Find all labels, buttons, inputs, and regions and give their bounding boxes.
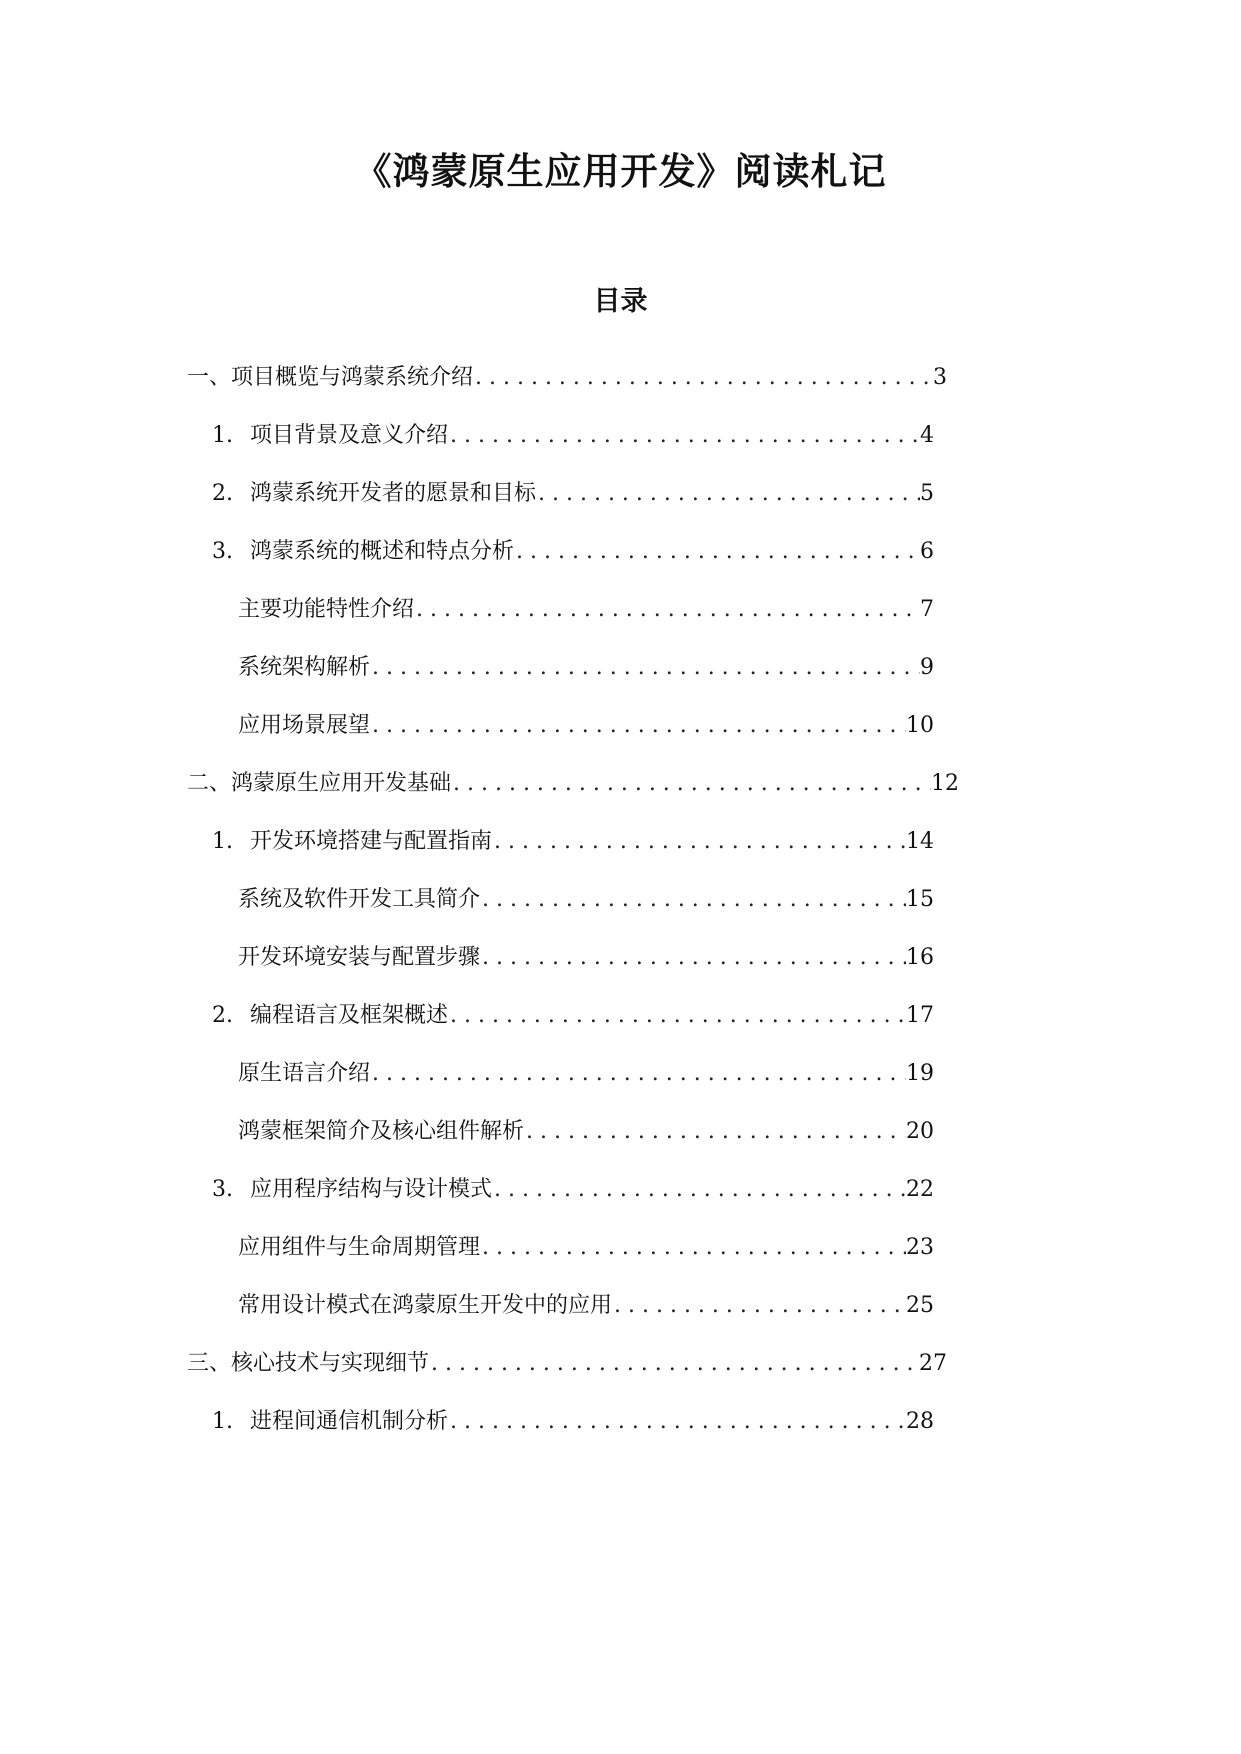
dot-leader: [612, 1288, 906, 1324]
dot-leader: [492, 1172, 906, 1208]
dot-leader: [536, 476, 920, 512]
toc-entry-page: 3: [933, 365, 947, 390]
toc-entry-label: 鸿蒙框架简介及核心组件解析: [238, 1119, 525, 1144]
toc-entry-label: 应用场景展望: [238, 713, 371, 738]
toc-entry-subsection[interactable]: [238, 1288, 934, 1324]
toc-entry-label: 应用组件与生命周期管理: [238, 1235, 481, 1260]
toc-entry-subsection[interactable]: [238, 1114, 934, 1150]
document-title: 《鸿蒙原生应用开发》阅读札记: [354, 150, 887, 193]
toc-entry-page: 28: [906, 1409, 934, 1434]
dot-leader: [480, 882, 906, 918]
dot-leader: [492, 824, 906, 860]
toc-entry-page: 4: [920, 423, 934, 448]
toc-entry-page: 17: [906, 1003, 934, 1028]
dot-leader: [370, 1056, 906, 1092]
toc-entry-number: 1.: [212, 829, 233, 854]
toc-entry-label: 开发环境安装与配置步骤: [238, 945, 481, 970]
toc-entry-subsection[interactable]: [238, 1056, 934, 1092]
toc-entry-subsection[interactable]: [238, 592, 934, 628]
toc-entry-number: 1.: [212, 423, 233, 448]
toc-entry-page: 14: [906, 829, 934, 854]
toc-entry-subsection[interactable]: [238, 882, 934, 918]
toc-entry-chapter-3[interactable]: [187, 1346, 947, 1382]
toc-entry-label: 编程语言及框架概述: [250, 1003, 449, 1028]
toc-entry-page: 9: [920, 655, 934, 680]
toc-entry-page: 12: [931, 771, 959, 796]
toc-entry-section[interactable]: [212, 1172, 934, 1208]
toc-entry-subsection[interactable]: [238, 708, 934, 744]
toc-entry-label: 系统架构解析: [238, 655, 371, 680]
toc-entry-section[interactable]: [212, 1404, 934, 1440]
dot-leader: [370, 650, 920, 686]
toc-entry-label: 主要功能特性介绍: [238, 597, 415, 622]
toc-entry-number: 3.: [212, 539, 233, 564]
toc-entry-page: 7: [920, 597, 934, 622]
toc-entry-section[interactable]: [212, 418, 934, 454]
toc-entry-label: 三、核心技术与实现细节: [187, 1351, 430, 1376]
dot-leader: [480, 1230, 906, 1266]
toc-entry-number: 3.: [212, 1177, 233, 1202]
toc-entry-chapter-2[interactable]: [187, 766, 959, 802]
toc-entry-label: 常用设计模式在鸿蒙原生开发中的应用: [238, 1293, 613, 1318]
toc-entry-label: 开发环境搭建与配置指南: [250, 829, 493, 854]
toc-entry-label: 进程间通信机制分析: [250, 1409, 449, 1434]
dot-leader: [473, 360, 933, 396]
dot-leader: [524, 1114, 906, 1150]
toc-entry-section[interactable]: [212, 998, 934, 1034]
toc-entry-chapter-1[interactable]: [187, 360, 947, 396]
dot-leader: [429, 1346, 919, 1382]
toc-heading: 目录: [593, 286, 648, 317]
dot-leader: [414, 592, 920, 628]
toc-entry-label: 一、项目概览与鸿蒙系统介绍: [187, 365, 474, 390]
toc-entry-label: 应用程序结构与设计模式: [250, 1177, 493, 1202]
toc-entry-page: 6: [920, 539, 934, 564]
toc-entry-label: 系统及软件开发工具简介: [238, 887, 481, 912]
dot-leader: [480, 940, 906, 976]
dot-leader: [370, 708, 906, 744]
toc-entry-page: 10: [906, 713, 934, 738]
dot-leader: [451, 766, 931, 802]
toc-entry-page: 20: [906, 1119, 934, 1144]
toc-entry-section[interactable]: [212, 824, 934, 860]
dot-leader: [448, 998, 906, 1034]
toc-entry-page: 15: [906, 887, 934, 912]
toc-entry-label: 二、鸿蒙原生应用开发基础: [187, 771, 452, 796]
toc-entry-page: 5: [920, 481, 934, 506]
toc-entry-section[interactable]: [212, 476, 934, 512]
toc-entry-number: 1.: [212, 1409, 233, 1434]
toc-entry-page: 23: [906, 1235, 934, 1260]
toc-entry-label: 鸿蒙系统的概述和特点分析: [250, 539, 515, 564]
dot-leader: [514, 534, 920, 570]
toc-entry-label: 项目背景及意义介绍: [250, 423, 449, 448]
toc-entry-page: 25: [906, 1293, 934, 1318]
dot-leader: [448, 418, 920, 454]
toc-entry-label: 原生语言介绍: [238, 1061, 371, 1086]
toc-entry-subsection[interactable]: [238, 940, 934, 976]
toc-entry-subsection[interactable]: [238, 650, 934, 686]
toc-entry-number: 2.: [212, 1003, 233, 1028]
toc-entry-page: 16: [906, 945, 934, 970]
toc-entry-page: 22: [906, 1177, 934, 1202]
toc-entry-page: 27: [919, 1351, 947, 1376]
dot-leader: [448, 1404, 906, 1440]
toc-entry-page: 19: [906, 1061, 934, 1086]
toc-entry-number: 2.: [212, 481, 233, 506]
toc-entry-label: 鸿蒙系统开发者的愿景和目标: [250, 481, 537, 506]
toc-entry-subsection[interactable]: [238, 1230, 934, 1266]
toc-entry-section[interactable]: [212, 534, 934, 570]
